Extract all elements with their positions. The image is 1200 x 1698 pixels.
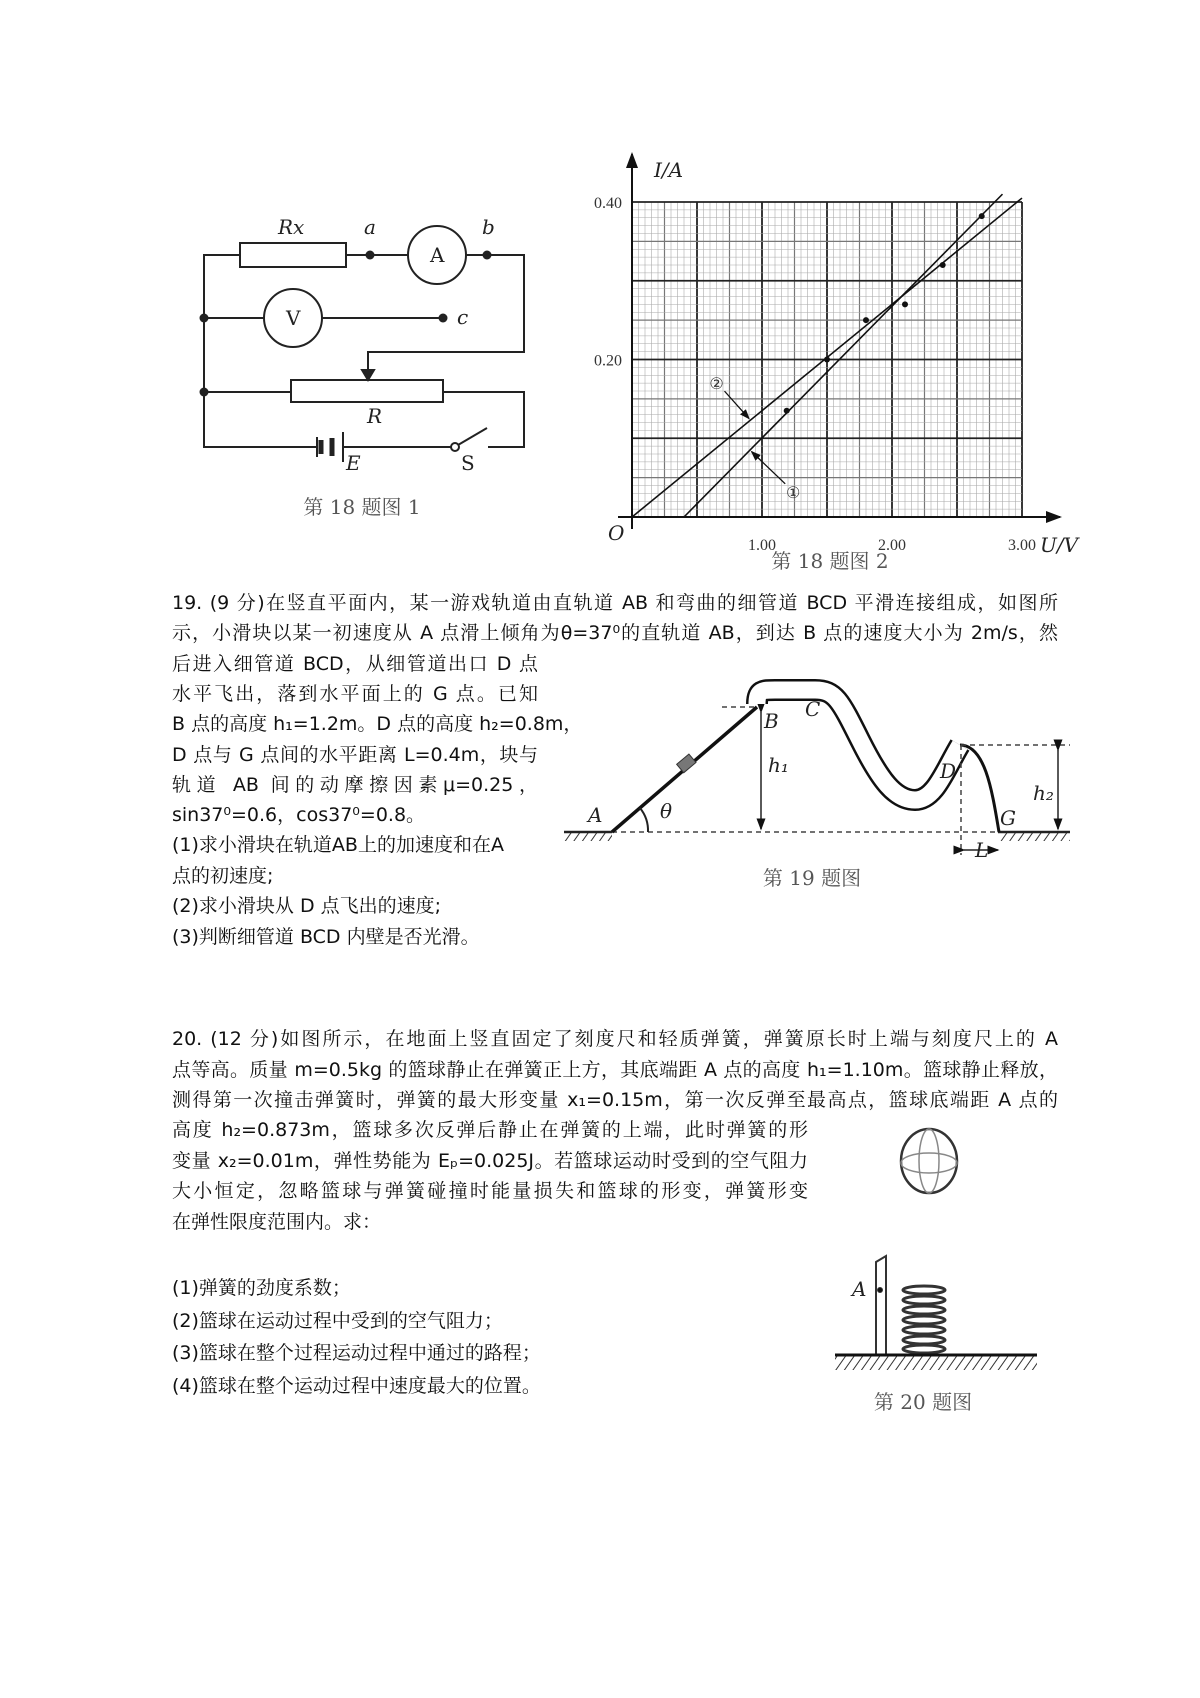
- q19-line: 轨道 AB 间的动摩擦因素μ=0.25，: [172, 774, 538, 796]
- iu-chart: [594, 154, 1081, 557]
- q20-subquestion: (1)弹簧的劲度系数；: [172, 1277, 351, 1299]
- q20-line: 在弹性限度范围内。求：: [172, 1211, 382, 1233]
- label-b: b: [482, 215, 495, 239]
- y-axis-label: I/A: [654, 158, 684, 182]
- q19-subquestion: (3)判断细管道 BCD 内壁是否光滑。: [172, 926, 480, 948]
- rheostat: [291, 380, 443, 402]
- line-label: ②: [709, 376, 724, 394]
- spring: [903, 1286, 945, 1353]
- data-point: [784, 408, 790, 414]
- q20-subquestion: (2)篮球在运动过程中受到的空气阻力；: [172, 1310, 503, 1332]
- label-d: D: [940, 759, 957, 783]
- q20-subquestion: (3)篮球在整个过程运动过程中通过的路程；: [172, 1342, 541, 1364]
- data-point: [979, 213, 985, 219]
- label-a: a: [364, 215, 376, 239]
- label-theta: θ: [660, 799, 673, 823]
- q20-line: 测得第一次撞击弹簧时，弹簧的最大形变量 x₁=0.15m，第一次反弹至最高点，篮球底端距 A 点的: [172, 1089, 1058, 1111]
- label-s: S: [461, 451, 475, 475]
- line-label: ①: [786, 484, 801, 502]
- x-tick-label: 3.00: [1008, 537, 1036, 554]
- q19-line: 后进入细管道 BCD，从细管道出口 D 点: [172, 653, 538, 675]
- q20-line: 高度 h₂=0.873m，篮球多次反弹后静止在弹簧的上端，此时弹簧的形: [172, 1119, 808, 1141]
- switch: [458, 428, 487, 445]
- x-axis-label: U/V: [1040, 533, 1079, 557]
- q19-subquestion: 点的初速度;: [172, 865, 274, 887]
- resistor-rx: [240, 243, 346, 267]
- q20-line: 变量 x₂=0.01m，弹性势能为 Eₚ=0.025J。若篮球运动时受到的空气阻力: [172, 1150, 808, 1172]
- q19-line: D 点与 G 点间的水平距离 L=0.4m，块与: [172, 744, 538, 766]
- label-h1: h₁: [768, 753, 789, 777]
- q19-subquestion: (2)求小滑块从 D 点飞出的速度;: [172, 895, 442, 917]
- y-tick-label: 0.20: [594, 352, 622, 370]
- label-g: G: [1000, 806, 1016, 830]
- label-r: R: [367, 404, 383, 428]
- ammeter-label: A: [430, 243, 445, 267]
- slider-block: [677, 754, 696, 773]
- label-a: A: [852, 1277, 867, 1301]
- label-e: E: [346, 451, 361, 475]
- data-point: [863, 317, 869, 323]
- label-b: B: [764, 709, 779, 733]
- q19-subquestion: (1)求小滑块在轨道AB上的加速度和在A: [172, 834, 504, 856]
- figure-caption-18-1: 第 18 题图 1: [303, 495, 421, 519]
- data-point: [940, 262, 946, 268]
- label-rx: Rx: [278, 215, 305, 239]
- circuit-diagram: [200, 226, 525, 462]
- label-c: C: [805, 697, 821, 721]
- ruler: [876, 1256, 886, 1355]
- q19-line: 19. (9 分)在竖直平面内，某一游戏轨道由直轨道 AB 和弯曲的细管道 BCD 平滑连接组成，如图所: [172, 592, 1058, 614]
- trajectory: [960, 745, 999, 832]
- figure-caption-18-2: 第 18 题图 2: [771, 549, 889, 573]
- figure-caption-19: 第 19 题图: [762, 866, 862, 890]
- label-h2: h₂: [1033, 781, 1054, 805]
- voltmeter-label: V: [286, 306, 301, 330]
- fit-line-1: [684, 194, 1003, 517]
- q20-line: 点等高。质量 m=0.5kg 的篮球静止在弹簧正上方，其底端距 A 点的高度 h₁=1.10m。篮球静止释放，: [172, 1059, 1058, 1081]
- origin-label: O: [608, 521, 625, 545]
- y-tick-label: 0.40: [594, 195, 622, 212]
- q19-line: 水平飞出，落到水平面上的 G 点。已知: [172, 683, 538, 705]
- figure-caption-20: 第 20 题图: [873, 1390, 973, 1414]
- label-c: c: [457, 305, 469, 329]
- x-tick-label: 2.00: [878, 537, 906, 554]
- data-point: [824, 357, 830, 363]
- x-tick-label: 1.00: [748, 537, 776, 554]
- q20-subquestion: (4)篮球在整个运动过程中速度最大的位置。: [172, 1375, 541, 1397]
- data-point: [902, 301, 908, 307]
- q19-line: 示，小滑块以某一初速度从 A 点滑上倾角为θ=37⁰的直轨道 AB，到达 B 点的速度大小为 2m/s，然: [172, 622, 1058, 644]
- q19-line: B 点的高度 h₁=1.2m。D 点的高度 h₂=0.8m，: [172, 713, 583, 735]
- basketball: [901, 1129, 957, 1193]
- q20-line: 20. (12 分)如图所示，在地面上竖直固定了刻度尺和轻质弹簧，弹簧原长时上端与刻度尺上的 A: [172, 1028, 1058, 1050]
- q19-line: sin37⁰=0.6，cos37⁰=0.8。: [172, 804, 426, 826]
- label-a: A: [588, 803, 603, 827]
- label-l: L: [975, 838, 989, 862]
- q20-line: 大小恒定，忽略篮球与弹簧碰撞时能量损失和篮球的形变，弹簧形变: [172, 1180, 808, 1202]
- basketball-spring-diagram: [835, 1129, 1037, 1370]
